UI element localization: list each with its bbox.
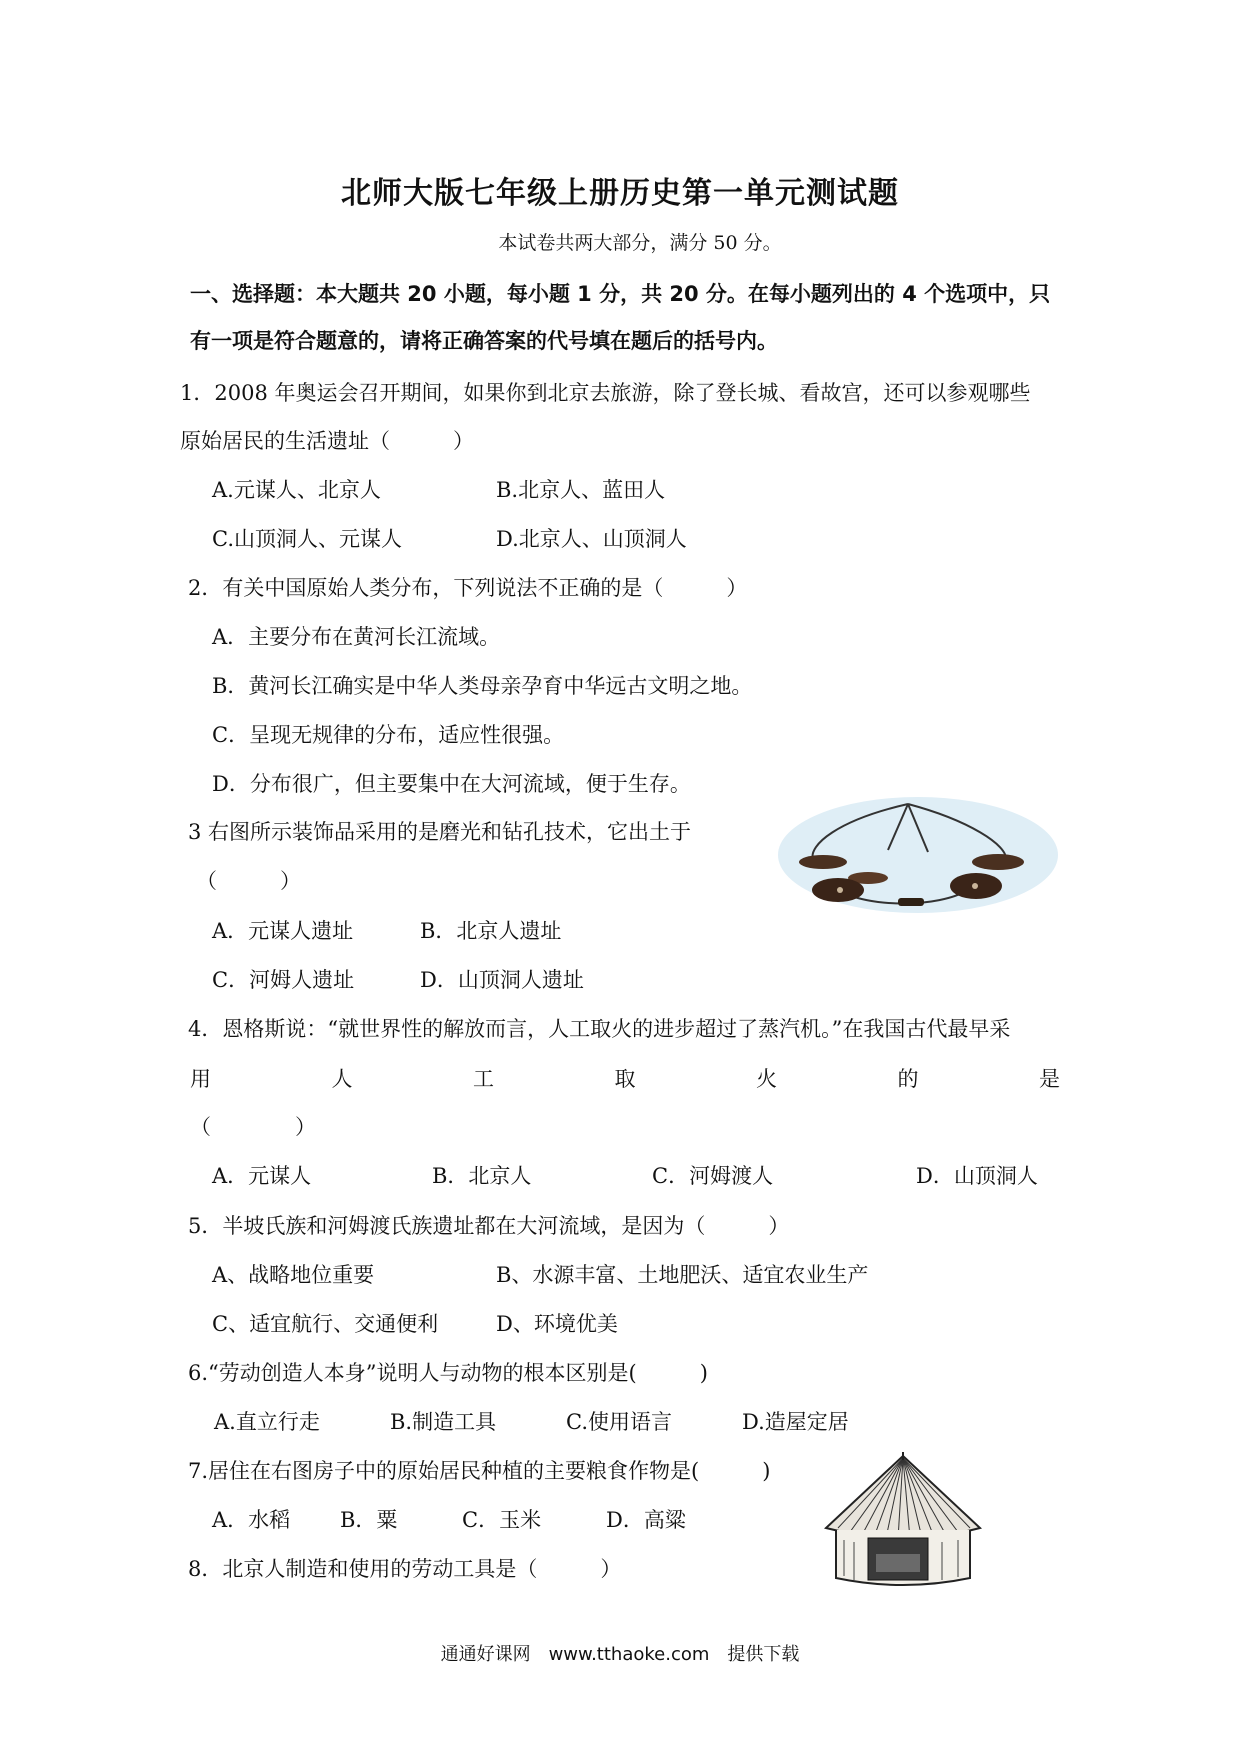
question-2-text: 2．有关中国原始人类分布，下列说法不正确的是（ ）: [188, 576, 748, 600]
question-1-option-b: B.北京人、蓝田人: [496, 478, 666, 502]
question-2-option-b: B．黄河长江确实是中华人类母亲孕育中华远古文明之地。: [212, 674, 753, 698]
question-3-option-d: D．山顶洞人遗址: [420, 968, 584, 992]
question-7-option-c: C．玉米: [462, 1508, 542, 1532]
question-4-word-2: 人: [331, 1067, 353, 1091]
question-4-word-6: 的: [897, 1067, 919, 1091]
question-4-option-d: D．山顶洞人: [916, 1164, 1038, 1188]
page-title: 北师大版七年级上册历史第一单元测试题: [341, 176, 899, 211]
question-7-text: 7.居住在右图房子中的原始居民种植的主要粮食作物是( ): [188, 1459, 771, 1483]
question-6-option-b: B.制造工具: [390, 1410, 497, 1434]
question-4-option-a: A．元谋人: [212, 1164, 312, 1188]
question-1-option-d: D.北京人、山顶洞人: [496, 527, 687, 551]
question-4-option-c: C．河姆渡人: [652, 1164, 774, 1188]
question-7-option-d: D．高粱: [606, 1508, 686, 1532]
question-2-option-c: C．呈现无规律的分布，适应性很强。: [212, 723, 565, 747]
question-4-word-7: 是: [1039, 1067, 1060, 1091]
question-3-option-a: A．元谋人遗址: [212, 919, 354, 943]
section1-instructions-line1: 一、选择题：本大题共 20 小题，每小题 1 分，共 20 分。在每小题列出的 4 个选项中，只: [190, 282, 1051, 306]
round-hut-image: [818, 1450, 988, 1595]
question-3-option-b: B．北京人遗址: [420, 919, 562, 943]
question-1-text: 1．2008 年奥运会召开期间，如果你到北京去旅游，除了登长城、看故宫，还可以参观哪些: [180, 381, 1031, 405]
section1-instructions-line2: 有一项是符合题意的，请将正确答案的代号填在题后的括号内。: [190, 329, 778, 353]
question-3-option-c: C．河姆人遗址: [212, 968, 355, 992]
question-7-option-a: A．水稻: [212, 1508, 291, 1532]
question-7-option-b: B．粟: [340, 1508, 398, 1532]
question-4-word-5: 火: [756, 1067, 777, 1091]
page-subtitle: 本试卷共两大部分，满分 50 分。: [498, 232, 782, 254]
question-4-text-cont: （ ）: [190, 1115, 316, 1139]
necklace-ornament-image: [768, 790, 1058, 920]
question-4-word-4: 取: [614, 1067, 636, 1091]
question-1-option-a: A.元谋人、北京人: [212, 478, 381, 502]
question-5-option-d: D、环境优美: [496, 1312, 618, 1336]
question-5-text: 5．半坡氏族和河姆渡氏族遗址都在大河流域，是因为（ ）: [188, 1214, 790, 1238]
question-4-word-3: 工: [473, 1067, 494, 1091]
question-6-option-a: A.直立行走: [214, 1410, 320, 1434]
question-4-word-1: 用: [190, 1067, 211, 1091]
question-4-option-b: B．北京人: [432, 1164, 532, 1188]
question-4-text: 4．恩格斯说：“就世界性的解放而言，人工取火的进步超过了蒸汽机。”在我国古代最早采: [188, 1017, 1011, 1041]
question-5-option-a: A、战略地位重要: [212, 1263, 375, 1287]
page-footer: 通通好课网 www.tthaoke.com 提供下载: [440, 1644, 800, 1665]
question-6-text: 6.“劳动创造人本身”说明人与动物的根本区别是( ): [188, 1361, 708, 1385]
question-3-text-cont: （ ）: [196, 869, 301, 893]
question-5-option-c: C、适宜航行、交通便利: [212, 1312, 439, 1336]
question-6-option-d: D.造屋定居: [742, 1410, 849, 1434]
question-2-option-a: A．主要分布在黄河长江流域。: [212, 625, 501, 649]
question-5-option-b: B、水源丰富、土地肥沃、适宜农业生产: [496, 1263, 869, 1287]
question-6-option-c: C.使用语言: [566, 1410, 672, 1434]
question-4-justified-line: [190, 1063, 1060, 1093]
question-3-text: 3 右图所示装饰品采用的是磨光和钻孔技术，它出土于: [188, 820, 692, 844]
question-8-text: 8．北京人制造和使用的劳动工具是（ ）: [188, 1557, 622, 1581]
question-1-text-cont: 原始居民的生活遗址（ ）: [180, 429, 474, 453]
question-2-option-d: D．分布很广，但主要集中在大河流域，便于生存。: [212, 772, 691, 796]
question-1-option-c: C.山顶洞人、元谋人: [212, 527, 402, 551]
